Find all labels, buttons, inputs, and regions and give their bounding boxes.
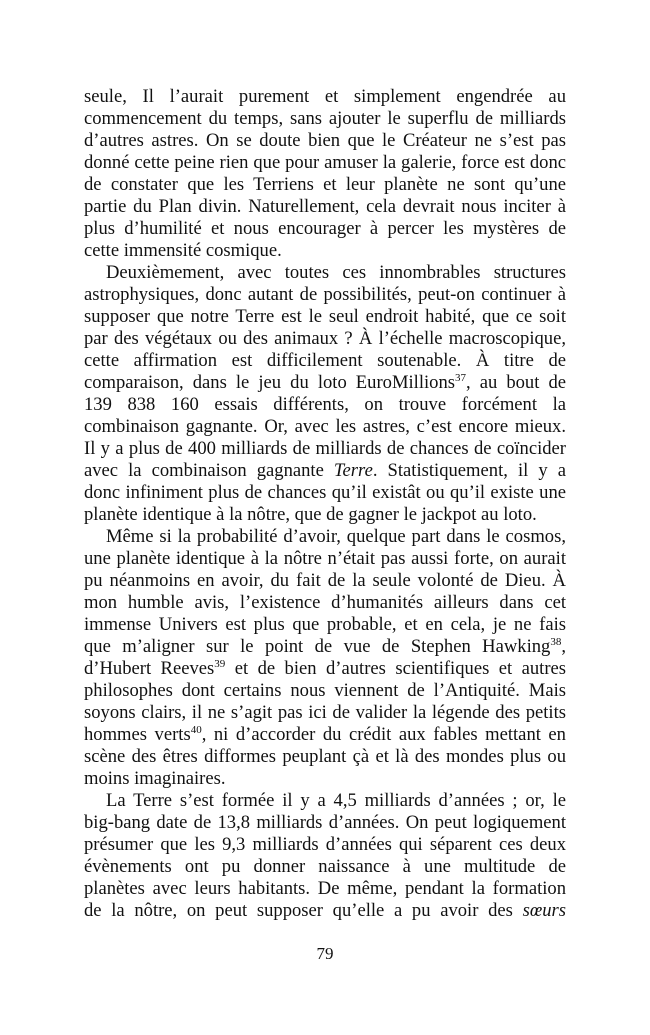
emphasis-text: sœurs [522, 900, 566, 921]
text-line [84, 108, 566, 130]
text-segment: présumer que les 9,3 milliards d’années qui séparent ces deux [84, 834, 566, 855]
text-line [84, 570, 566, 592]
text-line [84, 174, 566, 196]
text-line [84, 240, 566, 262]
text-line [84, 350, 566, 372]
text-line [84, 504, 566, 526]
text-line [84, 702, 566, 724]
text-line [84, 284, 566, 306]
text-line [84, 614, 566, 636]
text-segment: scène des êtres difformes peuplant çà et là des mondes plus ou [84, 746, 566, 767]
text-segment: planète identique à la nôtre, que de gagner le jackpot au loto. [84, 504, 537, 525]
text-segment: La Terre s’est formée il y a 4,5 milliards d’années ; or, le [106, 790, 566, 811]
text-segment: , au bout de [465, 372, 566, 393]
text-line [84, 306, 566, 328]
text-segment: évènements ont pu donner naissance à une multitude de [84, 856, 566, 877]
text-segment: immense Univers est plus que probable, et en cela, je ne fais [84, 614, 566, 635]
text-line [84, 548, 566, 570]
text-segment: seule, Il l’aurait purement et simplement engendrée au [84, 86, 566, 107]
text-segment: plus d’humilité et nous encourager à percer les mystères de [84, 218, 566, 239]
text-line [84, 130, 566, 152]
text-line [84, 262, 566, 284]
text-segment: Même si la probabilité d’avoir, quelque part dans le cosmos, [106, 526, 566, 547]
text-line [84, 636, 566, 658]
text-segment: de la nôtre, on peut supposer qu’elle a pu avoir des [84, 900, 523, 921]
text-segment: d’Hubert Reeves [84, 658, 215, 679]
text-line [84, 724, 566, 746]
text-segment: , ni d’accorder du crédit aux fables mettant en [201, 724, 566, 745]
text-segment: hommes verts [84, 724, 191, 745]
page-number: 79 [316, 944, 334, 963]
footnote-reference: 39 [214, 658, 226, 670]
text-line [84, 328, 566, 350]
text-segment: cette immensité cosmique. [84, 240, 282, 261]
text-line [84, 152, 566, 174]
text-line [84, 460, 566, 482]
text-segment: moins imaginaires. [84, 768, 226, 789]
text-segment: par des végétaux ou des animaux ? À l’échelle macroscopique, [84, 328, 566, 349]
footnote-reference: 38 [550, 636, 562, 648]
body-text [84, 86, 566, 922]
text-segment: avec la combinaison gagnante [84, 460, 334, 481]
text-segment: big-bang date de 13,8 milliards d’années. On peut logiquement [84, 812, 566, 833]
text-segment: Il y a plus de 400 milliards de milliards de chances de coïncider [84, 438, 566, 459]
text-segment: pu néanmoins en avoir, du fait de la seule volonté de Dieu. À [84, 570, 566, 591]
text-segment: planètes avec leurs habitants. De même, pendant la formation [84, 878, 566, 899]
text-line [84, 812, 566, 834]
text-line [84, 878, 566, 900]
text-line [84, 438, 566, 460]
text-line [84, 372, 566, 394]
emphasis-text: Terre [333, 460, 373, 481]
text-segment: d’autres astres. On se doute bien que le Créateur ne s’est pas [84, 130, 566, 151]
text-line [84, 526, 566, 548]
text-segment: combinaison gagnante. Or, avec les astres, c’est encore mieux. [84, 416, 566, 437]
footnote-reference: 37 [454, 372, 466, 384]
text-line [84, 658, 566, 680]
text-line [84, 746, 566, 768]
text-line [84, 856, 566, 878]
text-segment: . Statistiquement, il y a [372, 460, 566, 481]
text-line [84, 196, 566, 218]
text-line [84, 482, 566, 504]
text-segment: mon humble avis, l’existence d’humanités ailleurs dans cet [84, 592, 566, 613]
text-segment: philosophes dont certains nous viennent de l’Antiquité. Mais [84, 680, 566, 701]
text-line [84, 768, 566, 790]
text-line [84, 592, 566, 614]
text-line [84, 834, 566, 856]
text-line [84, 394, 566, 416]
text-segment: astrophysiques, donc autant de possibilités, peut-on continuer à [84, 284, 566, 305]
text-line [84, 218, 566, 240]
text-segment: donné cette peine rien que pour amuser la galerie, force est donc [84, 152, 566, 173]
text-segment: soyons clairs, il ne s’agit pas ici de valider la légende des petits [84, 702, 566, 723]
text-segment: que m’aligner sur le point de vue de Stephen Hawking [84, 636, 551, 657]
text-line [84, 790, 566, 812]
text-segment: comparaison, dans le jeu du loto EuroMillions [84, 372, 455, 393]
text-segment: de constater que les Terriens et leur planète ne sont qu’une [84, 174, 566, 195]
text-segment: une planète identique à la nôtre n’était pas aussi forte, on aurait [84, 548, 566, 569]
text-segment: cette affirmation est difficilement soutenable. À titre de [84, 350, 566, 371]
text-segment: partie du Plan divin. Naturellement, cela devrait nous inciter à [84, 196, 566, 217]
text-line [84, 86, 566, 108]
text-segment: , [561, 636, 566, 657]
text-segment: commencement du temps, sans ajouter le superflu de milliards [84, 108, 566, 129]
text-segment: 139 838 160 essais différents, on trouve forcément la [84, 394, 566, 415]
text-line [84, 900, 566, 922]
text-segment: supposer que notre Terre est le seul endroit habité, que ce soit [84, 306, 566, 327]
text-line [84, 680, 566, 702]
footnote-reference: 40 [190, 724, 202, 736]
text-segment: et de bien d’autres scientifiques et autres [225, 658, 566, 679]
text-segment: donc infiniment plus de chances qu’il existât ou qu’il existe une [84, 482, 566, 503]
text-segment: Deuxièmement, avec toutes ces innombrables structures [106, 262, 566, 283]
text-line [84, 416, 566, 438]
